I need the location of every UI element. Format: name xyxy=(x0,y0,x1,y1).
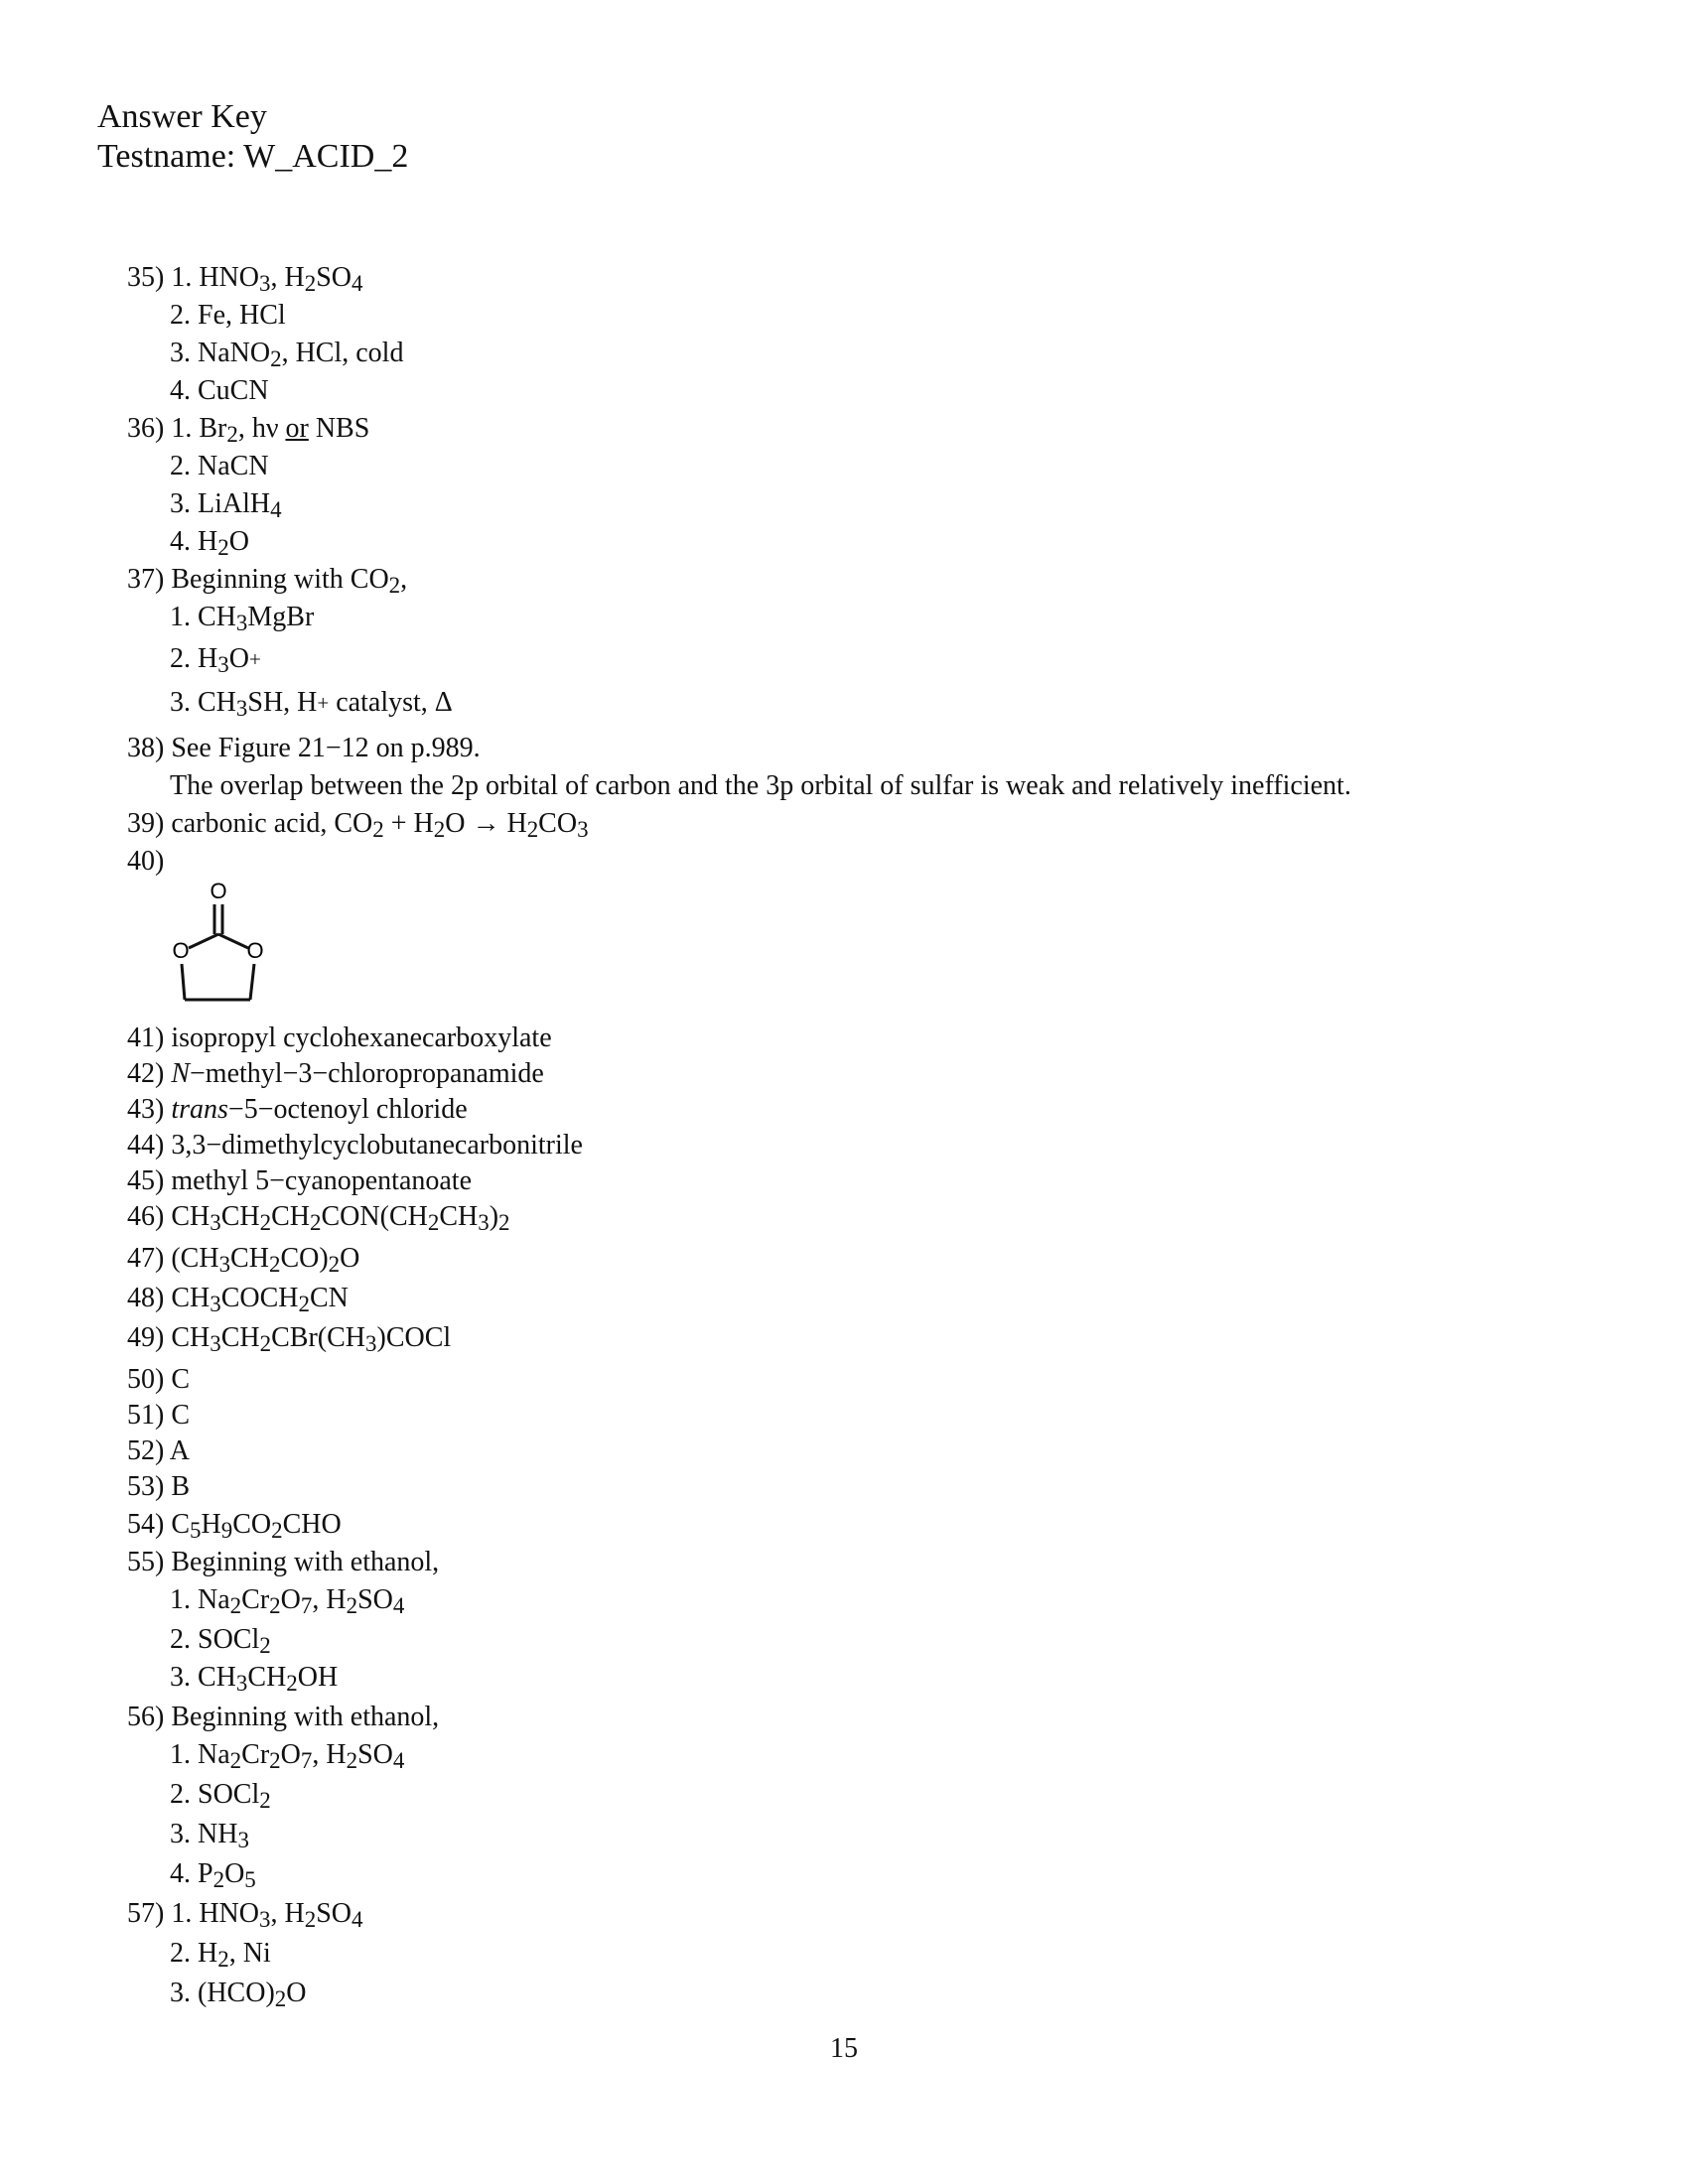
answer-step xyxy=(170,768,1351,804)
answer-number: 43) xyxy=(127,1094,165,1125)
answer-item xyxy=(127,1896,362,1933)
answer-text: 1. CH xyxy=(170,602,236,632)
answer-text: CH xyxy=(171,1283,211,1313)
answer-text: , xyxy=(400,564,408,595)
superscript: + xyxy=(248,646,261,671)
answer-text: CH xyxy=(271,1201,311,1232)
answer-text: CO xyxy=(538,808,578,839)
subscript: 5 xyxy=(244,1867,256,1893)
answer-text: Cr xyxy=(241,1584,270,1615)
answer-number: 49) xyxy=(127,1322,165,1353)
answer-text: O xyxy=(224,1858,245,1889)
answer-text: ) xyxy=(489,1201,499,1232)
answer-text: 3. LiAlH xyxy=(170,488,271,519)
answer-number: 35) xyxy=(127,262,165,293)
answer-text: or xyxy=(285,413,309,444)
answer-text: , hν xyxy=(237,413,286,444)
subscript: 3 xyxy=(365,1331,377,1357)
answer-number: 50) xyxy=(127,1364,165,1395)
answer-step xyxy=(170,1856,256,1893)
answer-item xyxy=(127,1433,190,1469)
answer-text: , H xyxy=(312,1584,347,1615)
answer-text: CH xyxy=(220,1322,260,1353)
answer-step xyxy=(170,524,249,561)
answer-number: 47) xyxy=(127,1243,165,1274)
answer-item xyxy=(127,731,481,766)
subscript: 3 xyxy=(210,1292,221,1317)
answer-step xyxy=(170,1622,271,1659)
answer-number: 52) xyxy=(127,1435,165,1466)
answer-number: 40) xyxy=(127,846,165,877)
answer-text: C xyxy=(171,1400,191,1431)
answer-text: O → H xyxy=(445,808,527,839)
subscript: 3 xyxy=(577,817,589,843)
answer-number: 41) xyxy=(127,1023,165,1053)
answer-text: Beginning with ethanol, xyxy=(171,1547,440,1577)
answer-text: CH xyxy=(247,1662,287,1693)
subscript: 5 xyxy=(190,1518,202,1544)
answer-text: isopropyl cyclohexanecarboxylate xyxy=(171,1023,552,1053)
subscript: 3 xyxy=(235,611,248,636)
answer-text: CHO xyxy=(282,1509,342,1540)
subscript: 4 xyxy=(392,1593,405,1619)
answer-step xyxy=(170,1817,249,1853)
answer-text: SO xyxy=(357,1739,393,1770)
subscript: 2 xyxy=(433,817,446,843)
subscript: 3 xyxy=(478,1210,490,1236)
subscript: 2 xyxy=(372,817,384,843)
answer-text: OH xyxy=(297,1662,339,1693)
answer-step xyxy=(170,1936,271,1973)
answer-item xyxy=(127,1362,190,1398)
answer-number: 38) xyxy=(127,733,165,763)
answer-text: CH xyxy=(220,1201,260,1232)
subscript: 3 xyxy=(235,696,248,722)
answer-text: )COCl xyxy=(376,1322,452,1353)
answer-text: CH xyxy=(439,1201,479,1232)
subscript: 2 xyxy=(259,1331,272,1357)
answer-number: 54) xyxy=(127,1509,165,1540)
answer-text: , H xyxy=(270,262,305,293)
subscript: 2 xyxy=(310,1210,322,1236)
subscript: 2 xyxy=(427,1210,440,1236)
answer-item xyxy=(127,844,164,880)
answer-step xyxy=(170,1976,306,2012)
answer-item xyxy=(127,1092,468,1128)
subscript: 3 xyxy=(210,1210,221,1236)
answer-step xyxy=(170,1660,338,1697)
answer-number: 57) xyxy=(127,1898,165,1929)
answer-text: MgBr xyxy=(247,602,315,632)
subscript: 2 xyxy=(226,422,238,448)
answer-number: 48) xyxy=(127,1283,165,1313)
answer-step xyxy=(170,486,282,523)
subscript: 3 xyxy=(259,271,271,297)
answer-text: −5−octenoyl chloride xyxy=(227,1094,468,1125)
answer-item xyxy=(127,1163,472,1199)
answer-item xyxy=(127,1700,439,1735)
answer-text: CH xyxy=(171,1201,211,1232)
answer-step xyxy=(170,641,261,678)
answer-number: 44) xyxy=(127,1130,165,1160)
answer-text: 4. CuCN xyxy=(170,375,269,406)
answer-number: 46) xyxy=(127,1201,165,1232)
answer-text: B xyxy=(171,1471,191,1502)
answer-item xyxy=(127,562,407,599)
answer-step xyxy=(170,1582,404,1619)
answer-text: O xyxy=(228,526,249,557)
answer-text: Beginning with ethanol, xyxy=(171,1702,440,1732)
subscript: 2 xyxy=(304,271,317,297)
subscript: 2 xyxy=(259,1788,271,1814)
subscript: 3 xyxy=(217,652,229,678)
answer-item xyxy=(127,806,589,843)
answer-item xyxy=(127,260,362,297)
subscript: 2 xyxy=(346,1593,358,1619)
testname-label: Testname: W_ACID_2 xyxy=(97,138,409,175)
answer-text: O xyxy=(228,643,249,674)
answer-text: CBr(CH xyxy=(271,1322,366,1353)
answer-item xyxy=(127,1398,190,1433)
answer-text: + H xyxy=(383,808,434,839)
answer-number: 51) xyxy=(127,1400,165,1431)
answer-number: 42) xyxy=(127,1058,165,1089)
answer-text: carbonic acid, CO xyxy=(171,808,373,839)
subscript: 2 xyxy=(346,1748,358,1774)
subscript: 2 xyxy=(269,1748,281,1774)
answer-text: 4. H xyxy=(170,526,218,557)
answer-text: O xyxy=(280,1584,301,1615)
answer-item xyxy=(127,1021,552,1056)
subscript: 2 xyxy=(217,1947,229,1973)
answer-text: 3. CH xyxy=(170,1662,236,1693)
subscript: 2 xyxy=(268,1252,281,1278)
subscript: 2 xyxy=(526,817,539,843)
answer-text: 4. P xyxy=(170,1858,213,1889)
answer-text: CH xyxy=(230,1243,269,1274)
answer-text: 1. Na xyxy=(170,1739,230,1770)
answer-item xyxy=(127,1281,349,1317)
subscript: 2 xyxy=(270,346,282,372)
subscript: 2 xyxy=(274,1986,287,2012)
subscript: 2 xyxy=(212,1867,225,1893)
answer-item xyxy=(127,1199,510,1236)
answer-text: 1. HNO xyxy=(171,1898,259,1929)
subscript: 3 xyxy=(237,1828,249,1853)
answer-text: SO xyxy=(316,1898,352,1929)
answer-text: 2. NaCN xyxy=(170,451,269,481)
answer-step xyxy=(170,600,314,636)
answer-text: , HCl, cold xyxy=(281,338,404,368)
answer-text: The overlap between the 2p orbital of carbon and the 3p orbital of sulfar is weak and relatively inefficient. xyxy=(170,770,1351,801)
answer-text: See Figure 21−12 on p.989. xyxy=(171,733,481,763)
answer-text: 1. Na xyxy=(170,1584,230,1615)
answer-text: 3. (HCO) xyxy=(170,1978,275,2008)
answer-text: CO xyxy=(232,1509,272,1540)
answer-text: trans xyxy=(171,1094,228,1125)
answer-text: C xyxy=(171,1509,191,1540)
answer-text: CO) xyxy=(280,1243,329,1274)
answer-text: C xyxy=(171,1364,191,1395)
answer-text: COCH xyxy=(220,1283,299,1313)
subscript: 4 xyxy=(352,1907,363,1933)
answer-text: H xyxy=(201,1509,221,1540)
answer-text: SH, H xyxy=(247,687,318,718)
answer-number: 37) xyxy=(127,564,165,595)
answer-text: NBS xyxy=(308,413,370,444)
subscript: 3 xyxy=(218,1252,231,1278)
page-number: 15 xyxy=(830,2033,858,2064)
subscript: 2 xyxy=(304,1907,317,1933)
answer-text: 3. CH xyxy=(170,687,236,718)
answer-text: 2. Fe, HCl xyxy=(170,300,286,331)
subscript: 7 xyxy=(300,1593,313,1619)
answer-text: CH xyxy=(171,1322,211,1353)
answer-text: SO xyxy=(316,262,352,293)
subscript: 2 xyxy=(217,535,229,561)
answer-number: 39) xyxy=(127,808,165,839)
answer-step xyxy=(170,373,269,409)
subscript: 7 xyxy=(300,1748,313,1774)
answer-number: 56) xyxy=(127,1702,165,1732)
superscript: + xyxy=(317,690,330,715)
answer-text: O xyxy=(340,1243,360,1274)
answer-item xyxy=(127,1128,583,1163)
answer-step xyxy=(170,1737,404,1774)
answer-text: , H xyxy=(270,1898,305,1929)
subscript: 2 xyxy=(388,573,401,599)
answer-text: 1. Br xyxy=(171,413,227,444)
subscript: 3 xyxy=(210,1331,221,1357)
subscript: 2 xyxy=(298,1292,310,1317)
answer-number: 55) xyxy=(127,1547,165,1577)
subscript: 2 xyxy=(229,1748,242,1774)
answer-text: methyl 5−cyanopentanoate xyxy=(171,1165,473,1196)
answer-text: 1. HNO xyxy=(171,262,259,293)
answer-text: A xyxy=(169,1435,191,1466)
answer-text: catalyst, Δ xyxy=(329,687,453,718)
answer-text: CON(CH xyxy=(321,1201,428,1232)
answer-text: O xyxy=(280,1739,301,1770)
subscript: 2 xyxy=(328,1252,341,1278)
subscript: 2 xyxy=(271,1518,283,1544)
answer-text: 2. SOCl xyxy=(170,1624,260,1655)
subscript: 4 xyxy=(352,271,363,297)
answer-text: 2. H xyxy=(170,1938,218,1969)
answer-text: O xyxy=(286,1978,307,2008)
answer-text: 2. SOCl xyxy=(170,1779,260,1810)
answer-text: , Ni xyxy=(228,1938,271,1969)
subscript: 3 xyxy=(259,1907,271,1933)
answer-text: 2. H xyxy=(170,643,218,674)
subscript: 2 xyxy=(498,1210,510,1236)
subscript: 2 xyxy=(286,1671,298,1697)
answer-text: 3,3−dimethylcyclobutanecarbonitrile xyxy=(171,1130,583,1160)
answer-text: , H xyxy=(312,1739,347,1770)
answer-item xyxy=(127,1241,359,1278)
subscript: 3 xyxy=(235,1671,248,1697)
answer-step xyxy=(170,298,286,334)
subscript: 2 xyxy=(259,1210,272,1236)
answer-step xyxy=(170,449,269,484)
answer-text: (CH xyxy=(171,1243,219,1274)
answer-step xyxy=(170,336,403,372)
subscript: 2 xyxy=(269,1593,281,1619)
answer-text: CN xyxy=(310,1283,349,1313)
subscript: 4 xyxy=(270,497,282,523)
answer-number: 45) xyxy=(127,1165,165,1196)
answer-item xyxy=(127,411,369,448)
subscript: 2 xyxy=(229,1593,242,1619)
answer-number: 36) xyxy=(127,413,165,444)
structure-atom-o-left: O xyxy=(172,938,190,963)
subscript: 4 xyxy=(392,1748,405,1774)
answer-step xyxy=(170,685,453,722)
answer-step xyxy=(170,1777,271,1814)
answer-number: 53) xyxy=(127,1471,165,1502)
answer-item xyxy=(127,1056,544,1092)
ethylene-carbonate-structure xyxy=(169,879,278,1018)
answer-text: −methyl−3−chloropropanamide xyxy=(190,1058,544,1089)
structure-atom-o-top: O xyxy=(210,879,227,903)
answer-item xyxy=(127,1469,190,1505)
answer-text: 3. NH xyxy=(170,1819,238,1849)
answer-text: Cr xyxy=(241,1739,270,1770)
answer-item xyxy=(127,1545,439,1580)
answer-text: N xyxy=(171,1058,191,1089)
answer-item xyxy=(127,1320,451,1357)
answer-text: SO xyxy=(357,1584,393,1615)
answer-text: Beginning with CO xyxy=(171,564,389,595)
answer-text: 3. NaNO xyxy=(170,338,271,368)
answer-item xyxy=(127,1507,342,1544)
subscript: 2 xyxy=(259,1633,271,1659)
answer-key-title: Answer Key xyxy=(97,98,267,135)
structure-atom-o-right: O xyxy=(246,938,264,963)
subscript: 9 xyxy=(220,1518,233,1544)
